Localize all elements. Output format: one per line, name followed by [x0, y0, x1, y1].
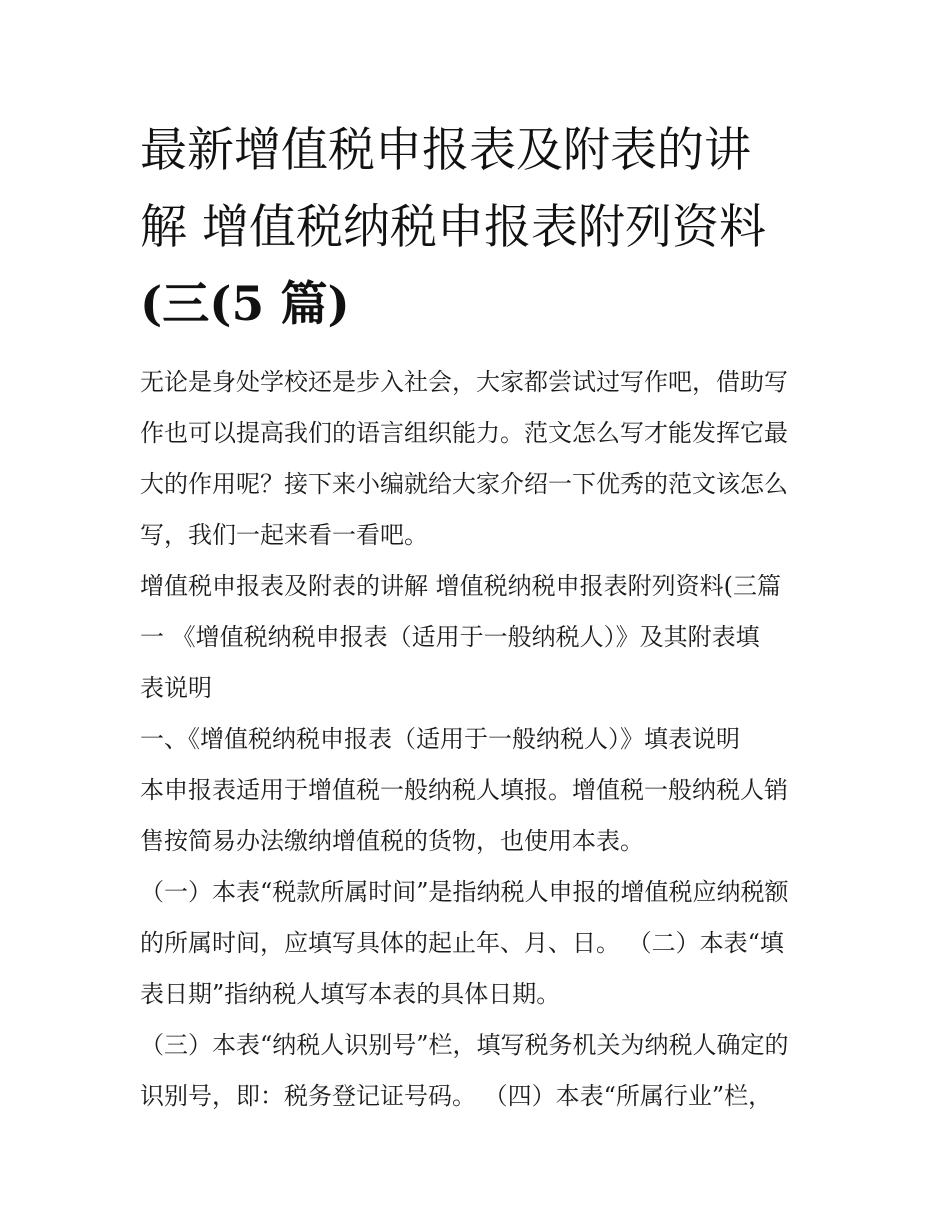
- body-line-5: 增值税申报表及附表的讲解 增值税纳税申报表附列资料(三篇: [140, 572, 781, 600]
- body-line-8: 一、《增值税纳税申报表（适用于一般纳税人）》填表说明: [140, 725, 740, 753]
- body-line-12: 的所属时间，应填写具体的起止年、月、日。 （二）本表“填: [140, 929, 784, 957]
- body-line-11: （一）本表“税款所属时间”是指纳税人申报的增值税应纳税额: [140, 878, 789, 906]
- body-line-15: 识别号，即：税务登记证号码。 （四）本表“所属行业”栏，: [140, 1082, 773, 1110]
- body-line-10: 售按简易办法缴纳增值税的货物，也使用本表。: [140, 827, 644, 855]
- body-line-14: （三）本表“纳税人识别号”栏，填写税务机关为纳税人确定的: [140, 1031, 789, 1059]
- document-body: [140, 357, 820, 1122]
- body-line-6: 一 《增值税纳税申报表（适用于一般纳税人）》及其附表填: [140, 623, 760, 651]
- body-line-3: 大的作用呢？接下来小编就给大家介绍一下优秀的范文该怎么: [140, 470, 788, 498]
- title-line-1: 最新增值税申报表及附表的讲: [140, 123, 751, 178]
- body-line-4: 写，我们一起来看一看吧。: [140, 521, 428, 549]
- title-line-2: 解 增值税纳税申报表附列资料: [140, 200, 766, 255]
- body-line-7: 表说明: [140, 674, 212, 702]
- body-line-9: 本申报表适用于增值税一般纳税人填报。增值税一般纳税人销: [140, 776, 788, 804]
- title-line-3: (三(5 篇): [140, 277, 350, 332]
- body-line-13: 表日期”指纳税人填写本表的具体日期。: [140, 980, 561, 1008]
- document-page: [140, 112, 820, 1122]
- document-title: [140, 112, 820, 343]
- body-line-2: 作也可以提高我们的语言组织能力。范文怎么写才能发挥它最: [140, 419, 788, 447]
- body-line-1: 无论是身处学校还是步入社会，大家都尝试过写作吧，借助写: [140, 368, 788, 396]
